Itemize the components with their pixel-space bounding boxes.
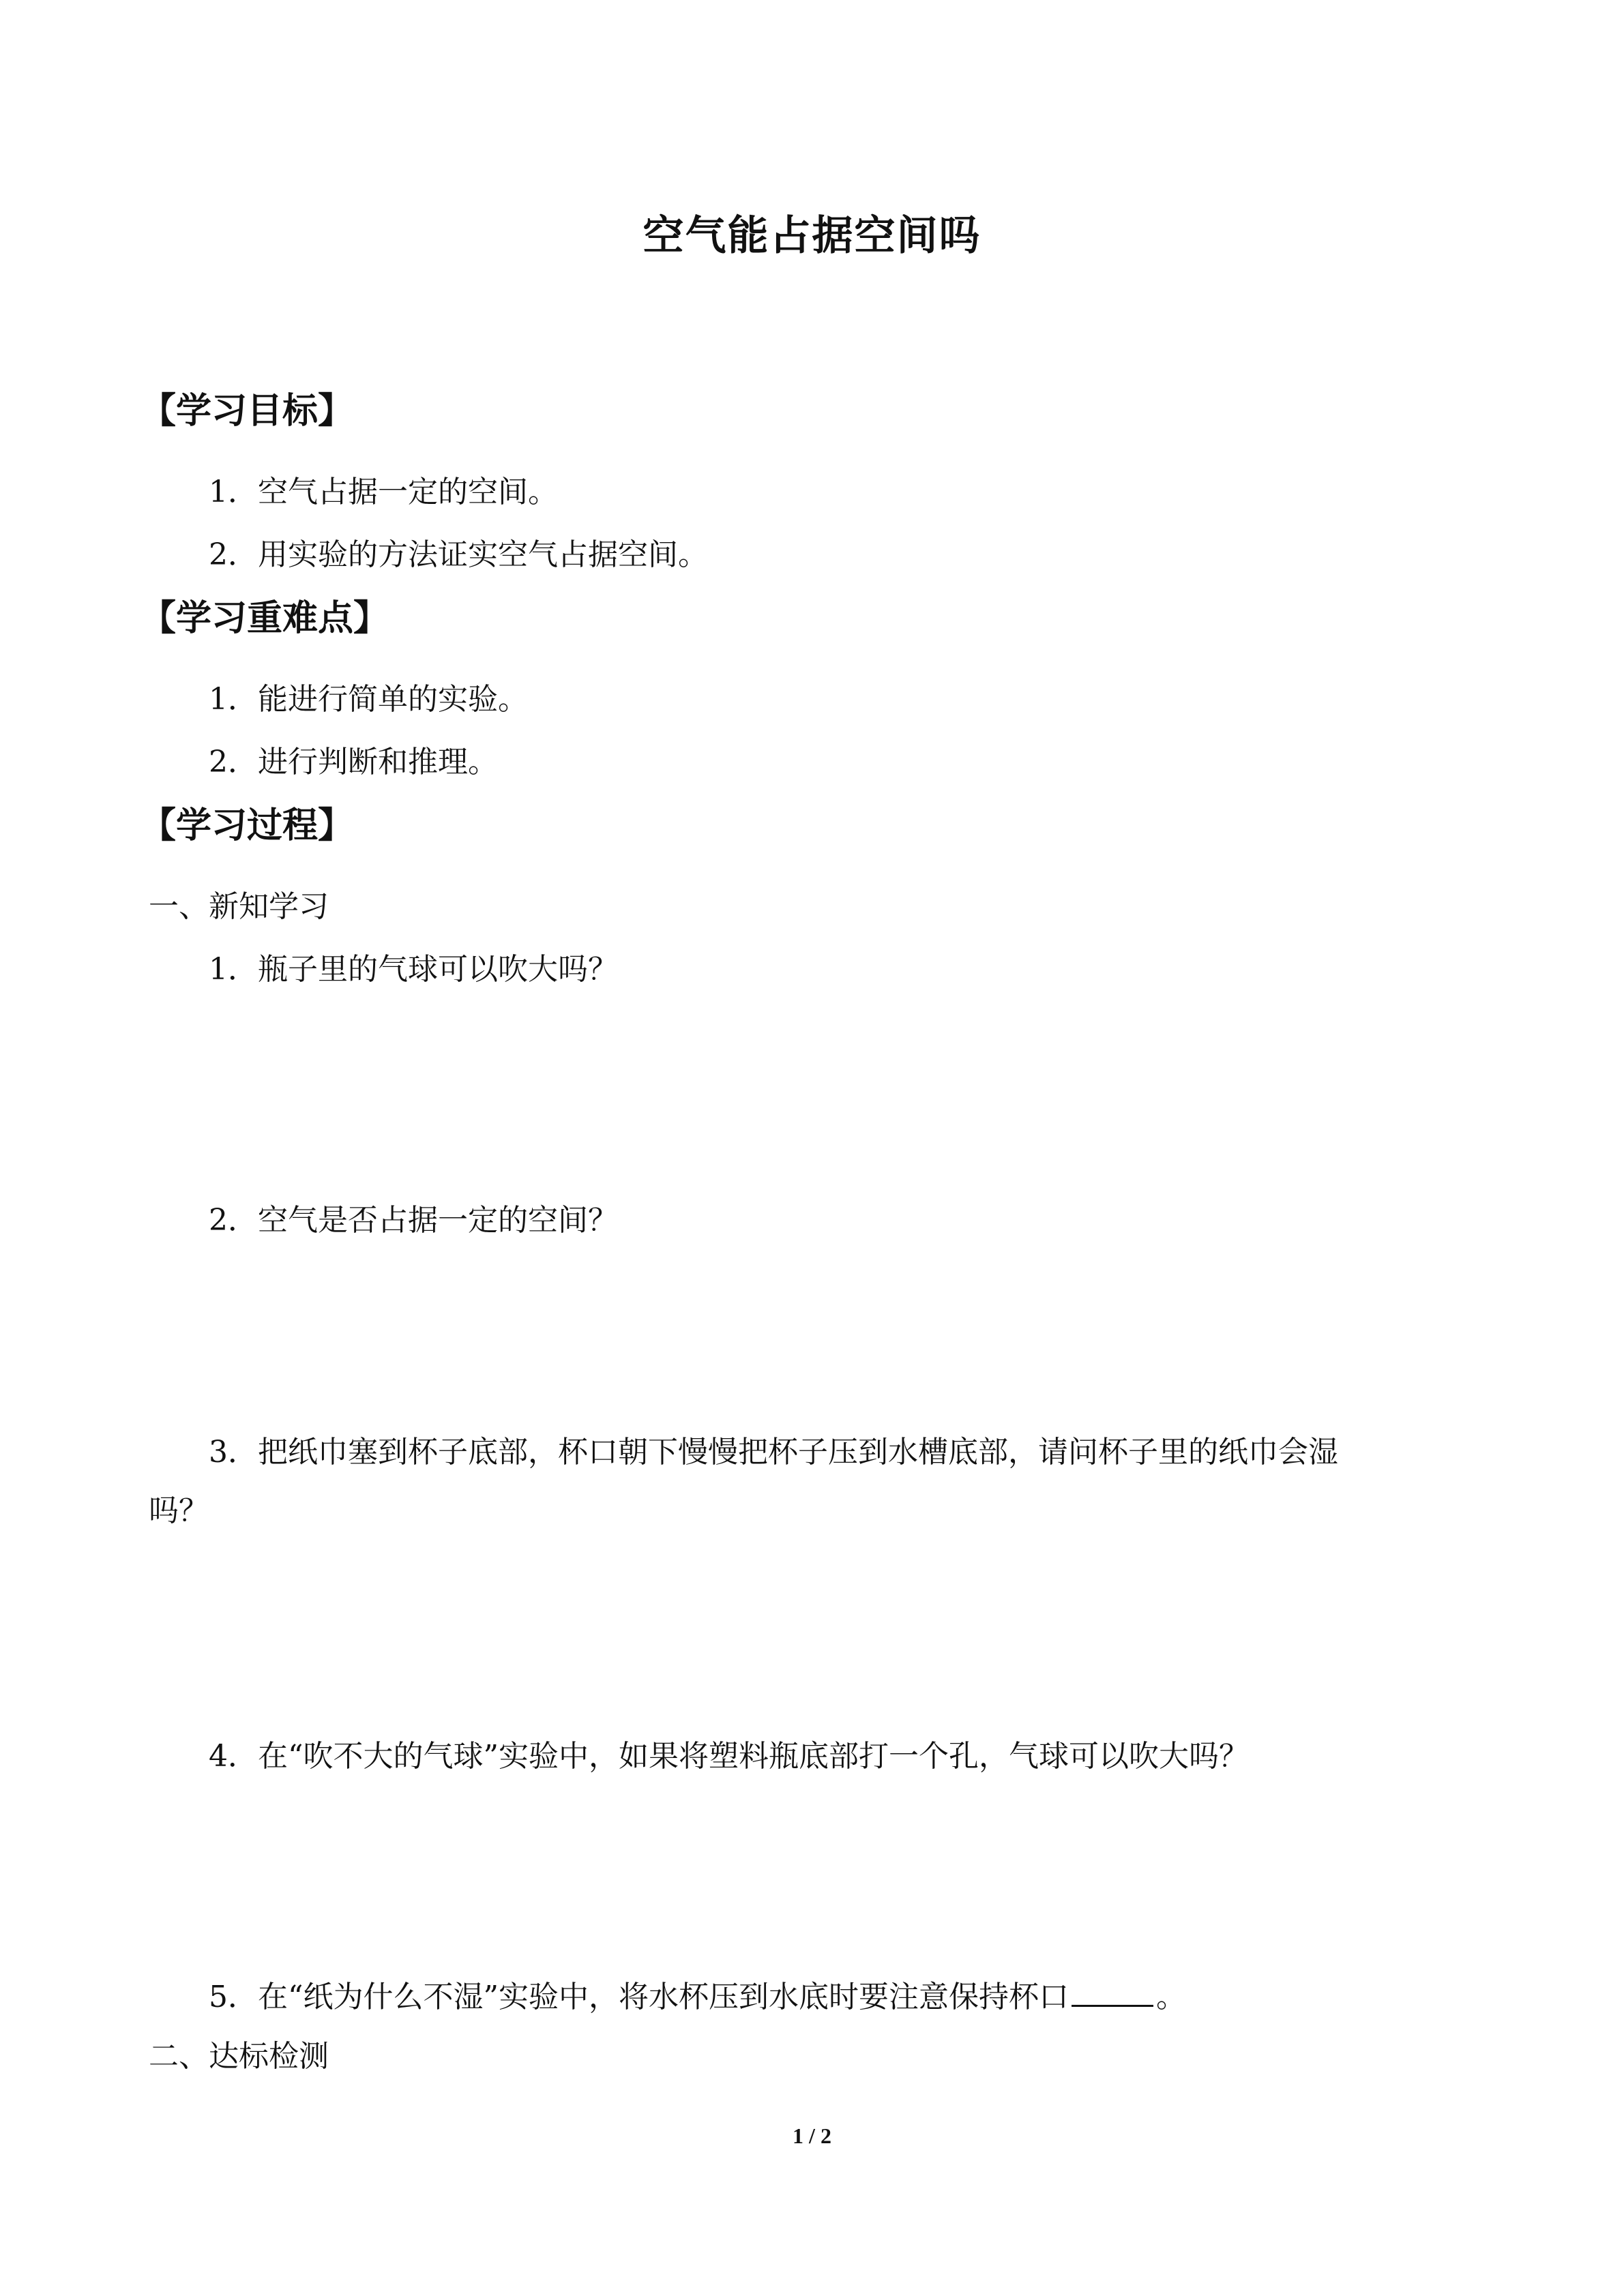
goal-item-1: 1．空气占据一定的空间。 [209, 475, 558, 509]
key-point-item-1: 1．能进行简单的实验。 [209, 682, 528, 717]
section-heading-goals: 【学习目标】 [141, 391, 354, 432]
section-heading-process: 【学习过程】 [141, 805, 354, 846]
question-5-end: 。 [1155, 1980, 1186, 2014]
goal-item-2: 2．用实验的方法证实空气占据空间。 [209, 537, 708, 572]
question-4: 4．在“吹不大的气球”实验中，如果将塑料瓶底部打一个孔，气球可以吹大吗？ [209, 1739, 1249, 1774]
question-2: 2．空气是否占据一定的空间？ [209, 1203, 618, 1238]
page-title: 空气能占据空间吗 [643, 212, 981, 260]
key-point-item-2: 2．进行判断和推理。 [209, 745, 498, 779]
question-5 [209, 1976, 1186, 2018]
part-label-new-knowledge: 一、新知学习 [149, 889, 329, 924]
question-5-text: 5．在“纸为什么不湿”实验中，将水杯压到水底时要注意保持杯口 [209, 1980, 1069, 2014]
part-label-assessment: 二、达标检测 [149, 2039, 329, 2074]
question-3-continued: 吗？ [149, 1493, 209, 1528]
section-heading-key-points: 【学习重难点】 [141, 598, 389, 639]
answer-blank[interactable] [1072, 1976, 1153, 2007]
page-number: 1 / 2 [793, 2123, 831, 2148]
question-1: 1．瓶子里的气球可以吹大吗？ [209, 952, 618, 987]
question-3: 3．把纸巾塞到杯子底部，杯口朝下慢慢把杯子压到水槽底部，请问杯子里的纸巾会湿 [209, 1435, 1338, 1470]
